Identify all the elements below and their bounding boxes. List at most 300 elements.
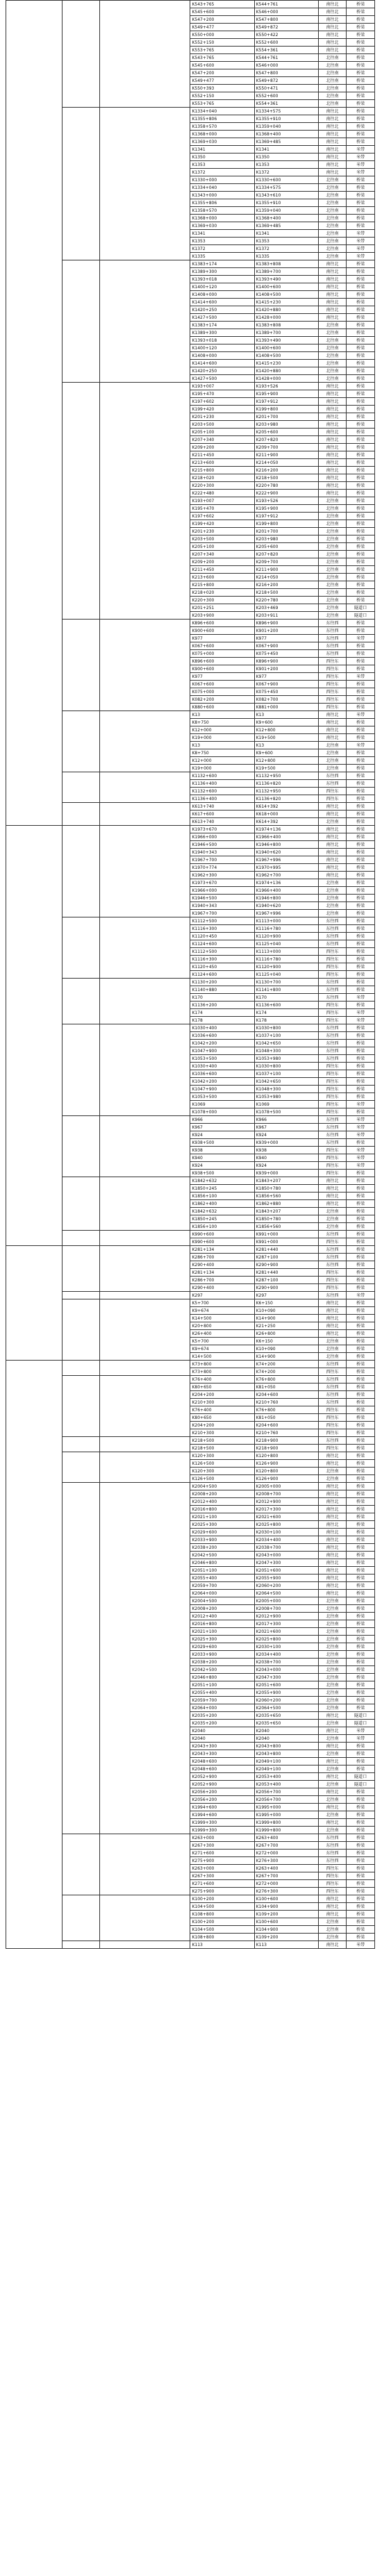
type-cell: 桥梁 (347, 1422, 375, 1429)
direction-cell: 南往北 (318, 856, 347, 864)
end-stake-cell: K2017+300 (254, 1506, 318, 1513)
type-cell: 桥梁 (347, 1903, 375, 1911)
start-stake-cell: K2042+500 (190, 1666, 254, 1674)
road-name-cell (100, 711, 190, 772)
type-cell: 桥梁 (347, 69, 375, 77)
direction-cell: 南往北 (318, 1544, 347, 1552)
end-stake-cell: K550+471 (254, 85, 318, 92)
type-cell: 桥梁 (347, 811, 375, 818)
type-cell: 桥梁 (347, 92, 375, 100)
type-cell: 桥梁 (347, 207, 375, 215)
road-name-cell (100, 260, 190, 383)
direction-cell: 南往北 (318, 1177, 347, 1185)
type-cell: 桥梁 (347, 902, 375, 910)
direction-cell: 西往东 (318, 704, 347, 711)
type-cell: 桥梁 (347, 329, 375, 337)
type-cell: 桥梁 (347, 1567, 375, 1574)
direction-cell: 北往南 (318, 513, 347, 520)
type-cell: 桥梁 (347, 1559, 375, 1567)
end-stake-cell: K1428+000 (254, 375, 318, 383)
road-code-cell (63, 1834, 100, 1895)
start-stake-cell: K1047+900 (190, 1047, 254, 1055)
type-cell: 桥梁 (347, 490, 375, 497)
type-cell: 米带 (347, 673, 375, 681)
direction-cell: 南往北 (318, 123, 347, 131)
type-cell: 桥梁 (347, 757, 375, 765)
end-stake-cell: K547+800 (254, 16, 318, 24)
end-stake-cell: K618+000 (254, 811, 318, 818)
type-cell: 桥梁 (347, 925, 375, 933)
city-cell (6, 826, 63, 1246)
type-cell: 桥梁 (347, 16, 375, 24)
end-stake-cell: K1999+800 (254, 1819, 318, 1827)
end-stake-cell: K1341 (254, 230, 318, 238)
direction-cell: 北往南 (318, 199, 347, 207)
start-stake-cell: K1036+600 (190, 1070, 254, 1078)
end-stake-cell: K1136+820 (254, 780, 318, 788)
type-cell: 桥梁 (347, 1590, 375, 1597)
direction-cell: 北往南 (318, 505, 347, 513)
end-stake-cell: K76+800 (254, 1406, 318, 1414)
direction-cell: 东往西 (318, 627, 347, 635)
direction-cell: 南往北 (318, 1322, 347, 1330)
direction-cell: 南往北 (318, 16, 347, 24)
direction-cell: 北往南 (318, 1613, 347, 1620)
direction-cell: 南往北 (318, 153, 347, 161)
type-cell: 桥梁 (347, 597, 375, 604)
start-stake-cell: K1999+300 (190, 1827, 254, 1834)
end-stake-cell: K1359+040 (254, 207, 318, 215)
direction-cell: 南往北 (318, 1490, 347, 1498)
direction-cell: 西往东 (318, 1162, 347, 1170)
end-stake-cell: K120+800 (254, 1452, 318, 1460)
start-stake-cell: K1946+500 (190, 895, 254, 902)
type-cell: 桥梁 (347, 283, 375, 291)
type-cell: 桥梁 (347, 375, 375, 383)
end-stake-cell: K1030+800 (254, 1024, 318, 1032)
start-stake-cell: K1136+200 (190, 1002, 254, 1009)
end-stake-cell: K287+100 (254, 1254, 318, 1261)
start-stake-cell: K120+300 (190, 1452, 254, 1460)
direction-cell: 南往北 (318, 1911, 347, 1918)
end-stake-cell: K81+050 (254, 1414, 318, 1422)
direction-cell: 北往南 (318, 245, 347, 253)
end-stake-cell: K1862+880 (254, 1200, 318, 1208)
direction-cell: 东往西 (318, 780, 347, 788)
road-code-cell (63, 1231, 100, 1246)
end-stake-cell: K1389+700 (254, 329, 318, 337)
direction-cell: 东往西 (318, 979, 347, 986)
direction-cell: 南往北 (318, 1185, 347, 1193)
start-stake-cell: K203+500 (190, 535, 254, 543)
start-stake-cell: K1842+632 (190, 1177, 254, 1185)
direction-cell: 北往南 (318, 222, 347, 230)
end-stake-cell: K1400+600 (254, 344, 318, 352)
start-stake-cell: K1372 (190, 169, 254, 176)
end-stake-cell: K276+300 (254, 1857, 318, 1865)
type-cell: 隧道口 (347, 1712, 375, 1720)
road-code-cell (63, 979, 100, 1024)
type-cell: 桥梁 (347, 24, 375, 31)
start-stake-cell: K1408+000 (190, 352, 254, 360)
start-stake-cell: K067+600 (190, 681, 254, 688)
start-stake-cell: K2040 (190, 1727, 254, 1735)
start-stake-cell: K80+650 (190, 1414, 254, 1422)
end-stake-cell: K263+400 (254, 1834, 318, 1842)
end-stake-cell: K1037+100 (254, 1032, 318, 1040)
direction-cell: 南往北 (318, 383, 347, 390)
end-stake-cell: K203+469 (254, 604, 318, 612)
end-stake-cell: K554+361 (254, 100, 318, 108)
direction-cell: 北往南 (318, 1636, 347, 1643)
road-name-cell (100, 1834, 190, 1895)
end-stake-cell: K104+900 (254, 1926, 318, 1934)
start-stake-cell: K263+000 (190, 1865, 254, 1872)
direction-cell: 南往北 (318, 451, 347, 459)
end-stake-cell: K218+500 (254, 474, 318, 482)
type-cell: 桥梁 (347, 1330, 375, 1338)
end-stake-cell: K991+000 (254, 1238, 318, 1246)
type-cell: 桥梁 (347, 650, 375, 658)
road-name-cell (100, 1292, 190, 1299)
type-cell: 桥梁 (347, 444, 375, 451)
start-stake-cell: K1414+600 (190, 299, 254, 306)
road-code-cell (63, 260, 100, 383)
start-stake-cell: K1353 (190, 161, 254, 169)
direction-cell: 北往南 (318, 192, 347, 199)
end-stake-cell: K211+900 (254, 566, 318, 574)
start-stake-cell: K2021+100 (190, 1513, 254, 1521)
start-stake-cell: K73+800 (190, 1368, 254, 1376)
direction-cell: 北往南 (318, 1735, 347, 1743)
direction-cell: 东往西 (318, 1857, 347, 1865)
end-stake-cell: K290+900 (254, 1261, 318, 1269)
type-cell: 桥梁 (347, 1070, 375, 1078)
start-stake-cell: K075+000 (190, 650, 254, 658)
end-stake-cell: K2056+700 (254, 1788, 318, 1796)
type-cell: 桥梁 (347, 1628, 375, 1636)
type-cell: 桥梁 (347, 1911, 375, 1918)
type-cell: 桥梁 (347, 1170, 375, 1177)
type-cell: 桥梁 (347, 47, 375, 54)
direction-cell: 南往北 (318, 1299, 347, 1307)
table-row (6, 1, 375, 8)
type-cell: 桥梁 (347, 1261, 375, 1269)
road-code-cell (63, 1024, 100, 1116)
start-stake-cell: K1355+806 (190, 115, 254, 123)
end-stake-cell: K126+900 (254, 1460, 318, 1468)
direction-cell: 东往西 (318, 1040, 347, 1047)
type-cell: 隧道口 (347, 1773, 375, 1781)
type-cell: 桥梁 (347, 192, 375, 199)
end-stake-cell: K281+440 (254, 1246, 318, 1254)
end-stake-cell: K26+800 (254, 1330, 318, 1338)
start-stake-cell: K215+800 (190, 467, 254, 474)
road-code-cell (63, 1483, 100, 1834)
end-stake-cell: K1962+700 (254, 872, 318, 879)
end-stake-cell: K2055+900 (254, 1689, 318, 1697)
type-cell: 桥梁 (347, 1322, 375, 1330)
start-stake-cell: K297 (190, 1292, 254, 1299)
road-name-cell (100, 1437, 190, 1452)
start-stake-cell: K067+600 (190, 642, 254, 650)
end-stake-cell: K10+090 (254, 1345, 318, 1353)
type-cell: 桥梁 (347, 1238, 375, 1246)
road-name-cell (100, 1895, 190, 1941)
type-cell: 桥梁 (347, 1024, 375, 1032)
start-stake-cell: K281+134 (190, 1246, 254, 1254)
start-stake-cell: K197+602 (190, 398, 254, 406)
road-code-cell (63, 1292, 100, 1299)
end-stake-cell: K267+700 (254, 1842, 318, 1850)
start-stake-cell: K1358+570 (190, 207, 254, 215)
road-code-cell (63, 1361, 100, 1376)
end-stake-cell: K550+422 (254, 31, 318, 39)
direction-cell: 西往东 (318, 1368, 347, 1376)
type-cell: 米带 (347, 253, 375, 260)
type-cell: 桥梁 (347, 1926, 375, 1934)
type-cell: 米带 (347, 1147, 375, 1154)
start-stake-cell: K2035+200 (190, 1712, 254, 1720)
direction-cell: 西往东 (318, 673, 347, 681)
direction-cell: 南往北 (318, 1559, 347, 1567)
type-cell: 桥梁 (347, 1605, 375, 1613)
direction-cell: 东往西 (318, 1399, 347, 1406)
type-cell: 桥梁 (347, 8, 375, 16)
type-cell: 桥梁 (347, 1850, 375, 1857)
type-cell: 桥梁 (347, 1613, 375, 1620)
direction-cell: 南往北 (318, 1521, 347, 1529)
direction-cell: 西往东 (318, 971, 347, 979)
start-stake-cell: K552+150 (190, 39, 254, 47)
end-stake-cell: K1042+650 (254, 1078, 318, 1086)
start-stake-cell: K1368+000 (190, 215, 254, 222)
start-stake-cell: K549+477 (190, 77, 254, 85)
type-cell: 桥梁 (347, 1544, 375, 1552)
type-cell: 桥梁 (347, 1269, 375, 1277)
end-stake-cell: K1966+400 (254, 887, 318, 895)
direction-cell: 西往东 (318, 956, 347, 963)
end-stake-cell: K1946+800 (254, 895, 318, 902)
road-name-cell (100, 1452, 190, 1483)
type-cell: 桥梁 (347, 1284, 375, 1292)
type-cell: 米带 (347, 153, 375, 161)
type-cell: 桥梁 (347, 451, 375, 459)
end-stake-cell: K14+900 (254, 1353, 318, 1361)
start-stake-cell: K977 (190, 635, 254, 642)
end-stake-cell: K297 (254, 1292, 318, 1299)
type-cell: 米带 (347, 994, 375, 1002)
direction-cell: 北往南 (318, 375, 347, 383)
type-cell: 桥梁 (347, 1574, 375, 1582)
direction-cell: 东往西 (318, 1292, 347, 1299)
start-stake-cell: K1420+250 (190, 367, 254, 375)
type-cell: 桥梁 (347, 1834, 375, 1842)
start-stake-cell: K120+300 (190, 1468, 254, 1475)
direction-cell: 北往南 (318, 69, 347, 77)
type-cell: 桥梁 (347, 513, 375, 520)
start-stake-cell: K80+650 (190, 1383, 254, 1391)
type-cell: 桥梁 (347, 1299, 375, 1307)
type-cell: 桥梁 (347, 1208, 375, 1215)
road-name-cell (100, 1941, 190, 1949)
start-stake-cell: K1353 (190, 238, 254, 245)
direction-cell: 西往东 (318, 788, 347, 795)
direction-cell: 北往南 (318, 1918, 347, 1926)
direction-cell: 北往南 (318, 1353, 347, 1361)
start-stake-cell: K1030+400 (190, 1024, 254, 1032)
end-stake-cell: K1966+400 (254, 833, 318, 841)
direction-cell: 西往东 (318, 1422, 347, 1429)
direction-cell: 北往南 (318, 749, 347, 757)
end-stake-cell: K1995+000 (254, 1811, 318, 1819)
direction-cell: 西往东 (318, 696, 347, 704)
start-stake-cell: K211+450 (190, 566, 254, 574)
type-cell: 桥梁 (347, 1536, 375, 1544)
road-code-cell (63, 1941, 100, 1949)
start-stake-cell: K2051+100 (190, 1567, 254, 1574)
road-name-cell (100, 803, 190, 826)
end-stake-cell: K2055+900 (254, 1574, 318, 1582)
direction-cell: 北往南 (318, 543, 347, 551)
direction-cell: 西往东 (318, 688, 347, 696)
type-cell: 桥梁 (347, 1445, 375, 1452)
start-stake-cell: K215+800 (190, 581, 254, 589)
start-stake-cell: K76+400 (190, 1406, 254, 1414)
start-stake-cell: K76+400 (190, 1376, 254, 1383)
start-stake-cell: K203+500 (190, 421, 254, 429)
end-stake-cell: K220+780 (254, 597, 318, 604)
start-stake-cell: K126+500 (190, 1460, 254, 1468)
start-stake-cell: K1393+018 (190, 337, 254, 344)
type-cell: 桥梁 (347, 322, 375, 329)
type-cell: 桥梁 (347, 833, 375, 841)
direction-cell: 西往东 (318, 1865, 347, 1872)
direction-cell: 北往南 (318, 1597, 347, 1605)
direction-cell: 南往北 (318, 1529, 347, 1536)
direction-cell: 东往西 (318, 1383, 347, 1391)
table-row (6, 1246, 375, 1254)
start-stake-cell: K1368+000 (190, 131, 254, 138)
type-cell: 桥梁 (347, 1376, 375, 1383)
direction-cell: 北往南 (318, 558, 347, 566)
type-cell: 桥梁 (347, 1597, 375, 1605)
direction-cell: 东往西 (318, 620, 347, 627)
direction-cell: 北往南 (318, 1796, 347, 1804)
direction-cell: 南往北 (318, 413, 347, 421)
direction-cell: 南往北 (318, 1506, 347, 1513)
start-stake-cell: K1966+000 (190, 887, 254, 895)
type-cell: 桥梁 (347, 306, 375, 314)
start-stake-cell: K220+300 (190, 482, 254, 490)
direction-cell: 西往东 (318, 1086, 347, 1093)
direction-cell: 北往南 (318, 62, 347, 69)
direction-cell: 西往东 (318, 1880, 347, 1888)
start-stake-cell: K201+251 (190, 604, 254, 612)
start-stake-cell: K19+000 (190, 765, 254, 772)
type-cell: 桥梁 (347, 1215, 375, 1223)
end-stake-cell: K1136+820 (254, 795, 318, 803)
start-stake-cell: K2016+800 (190, 1506, 254, 1513)
direction-cell: 南往北 (318, 734, 347, 742)
start-stake-cell: K267+300 (190, 1842, 254, 1850)
end-stake-cell: K109+200 (254, 1934, 318, 1941)
type-cell: 桥梁 (347, 1765, 375, 1773)
start-stake-cell: K100+200 (190, 1918, 254, 1926)
end-stake-cell: K544+761 (254, 1, 318, 8)
type-cell: 桥梁 (347, 421, 375, 429)
end-stake-cell: K2064+500 (254, 1704, 318, 1712)
type-cell: 桥梁 (347, 665, 375, 673)
direction-cell: 西往东 (318, 963, 347, 971)
road-code-cell (63, 1, 100, 108)
type-cell: 桥梁 (347, 1758, 375, 1765)
direction-cell: 北往南 (318, 230, 347, 238)
direction-cell: 东往西 (318, 1139, 347, 1147)
direction-cell: 西往东 (318, 1170, 347, 1177)
end-stake-cell: K178 (254, 1017, 318, 1024)
start-stake-cell: K896+600 (190, 658, 254, 665)
direction-cell: 南往北 (318, 108, 347, 115)
start-stake-cell: K924 (190, 1162, 254, 1170)
direction-cell: 北往南 (318, 176, 347, 184)
end-stake-cell: K2025+800 (254, 1636, 318, 1643)
direction-cell: 北往南 (318, 520, 347, 528)
type-cell: 桥梁 (347, 429, 375, 436)
type-cell: 桥梁 (347, 482, 375, 490)
start-stake-cell: K613+740 (190, 803, 254, 811)
bridge-table-page (6, 0, 375, 1949)
start-stake-cell: K1120+450 (190, 963, 254, 971)
start-stake-cell: K205+100 (190, 543, 254, 551)
start-stake-cell: K617+600 (190, 811, 254, 818)
direction-cell: 南往北 (318, 444, 347, 451)
start-stake-cell: K220+300 (190, 597, 254, 604)
end-stake-cell: K1368+400 (254, 215, 318, 222)
end-stake-cell: K1037+100 (254, 1070, 318, 1078)
type-cell: 桥梁 (347, 986, 375, 994)
start-stake-cell: K1036+600 (190, 1032, 254, 1040)
road-name-cell (100, 108, 190, 260)
end-stake-cell: K272+000 (254, 1880, 318, 1888)
end-stake-cell: K614+392 (254, 818, 318, 826)
end-stake-cell: K554+361 (254, 47, 318, 54)
start-stake-cell: K1042+200 (190, 1040, 254, 1047)
start-stake-cell: K1355+806 (190, 199, 254, 207)
road-code-cell (63, 1177, 100, 1231)
end-stake-cell: K209+700 (254, 558, 318, 566)
end-stake-cell: K1335 (254, 253, 318, 260)
start-stake-cell: K896+600 (190, 620, 254, 627)
start-stake-cell: K1132+600 (190, 788, 254, 795)
type-cell: 桥梁 (347, 299, 375, 306)
start-stake-cell: K1053+500 (190, 1055, 254, 1063)
end-stake-cell: K1946+800 (254, 841, 318, 849)
direction-cell: 北往南 (318, 1605, 347, 1613)
road-code-cell (63, 1452, 100, 1483)
end-stake-cell: K1974+136 (254, 879, 318, 887)
end-stake-cell: K1048+300 (254, 1047, 318, 1055)
direction-cell: 北往南 (318, 1628, 347, 1636)
type-cell: 桥梁 (347, 360, 375, 367)
end-stake-cell: K197+912 (254, 398, 318, 406)
type-cell: 桥梁 (347, 1063, 375, 1070)
end-stake-cell: K2053+400 (254, 1773, 318, 1781)
start-stake-cell: K1389+300 (190, 268, 254, 276)
end-stake-cell: K1130+700 (254, 979, 318, 986)
direction-cell: 南往北 (318, 1483, 347, 1490)
start-stake-cell: K12+000 (190, 757, 254, 765)
